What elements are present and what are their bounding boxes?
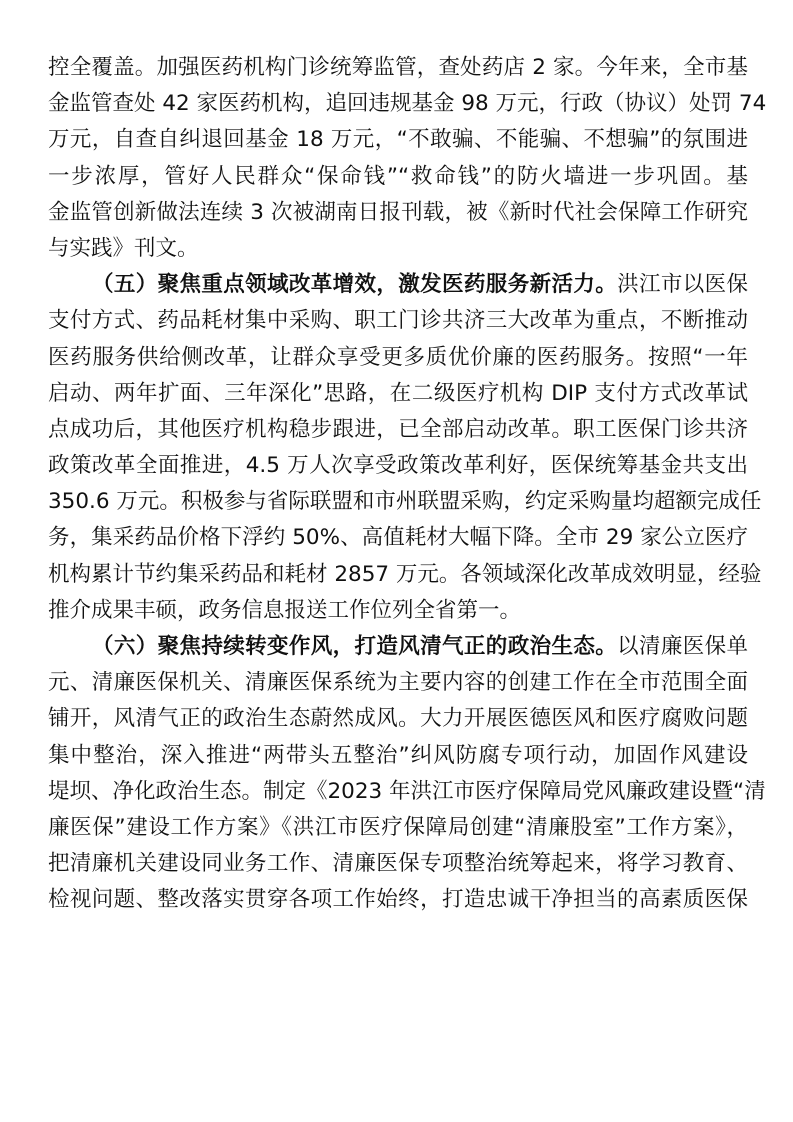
text-line: 金监管查处 42 家医药机构，追回违规基金 98 万元，行政（协议）处罚 74 bbox=[48, 91, 767, 117]
text-line: 堤坝、净化政治生态。制定《2023 年洪江市医疗保障局党风廉政建设暨“清 bbox=[48, 778, 766, 804]
text-line: 支付方式、药品耗材集中采购、职工门诊共济三大改革为重点，不断推动 bbox=[48, 308, 748, 334]
text-line: 把清廉机关建设同业务工作、清廉医保专项整治统筹起来，将学习教育、 bbox=[48, 851, 748, 877]
text-line bbox=[48, 629, 748, 665]
paragraph-work-style bbox=[48, 629, 766, 919]
text-line: 推介成果丰硕，政务信息报送工作位列全省第一。 bbox=[48, 597, 522, 623]
text-line: 务，集采药品价格下浮约 50%、高值耗材大幅下降。全市 29 家公立医疗 bbox=[48, 525, 748, 551]
text-line bbox=[48, 267, 748, 303]
text-line: 政策改革全面推进，4.5 万人次享受政策改革利好，医保统筹基金共支出 bbox=[48, 453, 748, 479]
paragraph-fund-supervision bbox=[48, 50, 767, 267]
text-line: 启动、两年扩面、三年深化”思路，在二级医疗机构 DIP 支付方式改革试 bbox=[48, 380, 748, 406]
text-line: 铺开，风清气正的政治生态蔚然成风。大力开展医德医风和医疗腐败问题 bbox=[48, 706, 748, 732]
text-line: 金监管创新做法连续 3 次被湖南日报刊载，被《新时代社会保障工作研究 bbox=[48, 199, 748, 225]
paragraph-reform bbox=[48, 267, 762, 629]
text-line: 元、清廉医保机关、清廉医保系统为主要内容的创建工作在全市范围全面 bbox=[48, 670, 748, 696]
text-line: 点成功后，其他医疗机构稳步跟进，已全部启动改革。职工医保门诊共济 bbox=[48, 416, 748, 442]
text-line: 控全覆盖。加强医药机构门诊统筹监管，查处药店 2 家。今年来，全市基 bbox=[48, 55, 748, 80]
text-line: 集中整治，深入推进“两带头五整治”纠风防腐专项行动，加固作风建设 bbox=[48, 742, 748, 768]
text-line: 廉医保”建设工作方案》《洪江市医疗保障局创建“清廉股室”工作方案》， bbox=[48, 814, 748, 840]
text-span: 以清廉医保单 bbox=[617, 634, 748, 659]
section-heading-five: （五）聚焦重点领域改革增效，激发医药服务新活力。 bbox=[92, 272, 618, 298]
text-line: 机构累计节约集采药品和耗材 2857 万元。各领域深化改革成效明显，经验 bbox=[48, 561, 762, 587]
section-heading-six: （六）聚焦持续转变作风，打造风清气正的政治生态。 bbox=[92, 634, 618, 659]
text-line: 一步浓厚，管好人民群众“保命钱”“救命钱”的防火墙进一步巩固。基 bbox=[48, 163, 748, 189]
text-line: 与实践》刊文。 bbox=[48, 235, 199, 261]
text-span: 洪江市以医保 bbox=[617, 272, 748, 298]
text-line: 检视问题、整改落实贯穿各项工作始终，打造忠诚干净担当的高素质医保 bbox=[48, 887, 748, 913]
text-line: 万元，自查自纠退回基金 18 万元，“不敢骗、不能骗、不想骗”的氛围进 bbox=[48, 127, 748, 153]
body-text bbox=[48, 50, 767, 919]
text-line: 医药服务供给侧改革，让群众享受更多质优价廉的医药服务。按照“一年 bbox=[48, 344, 748, 370]
text-line: 350.6 万元。积极参与省际联盟和市州联盟采购，约定采购量均超额完成任 bbox=[48, 489, 762, 515]
